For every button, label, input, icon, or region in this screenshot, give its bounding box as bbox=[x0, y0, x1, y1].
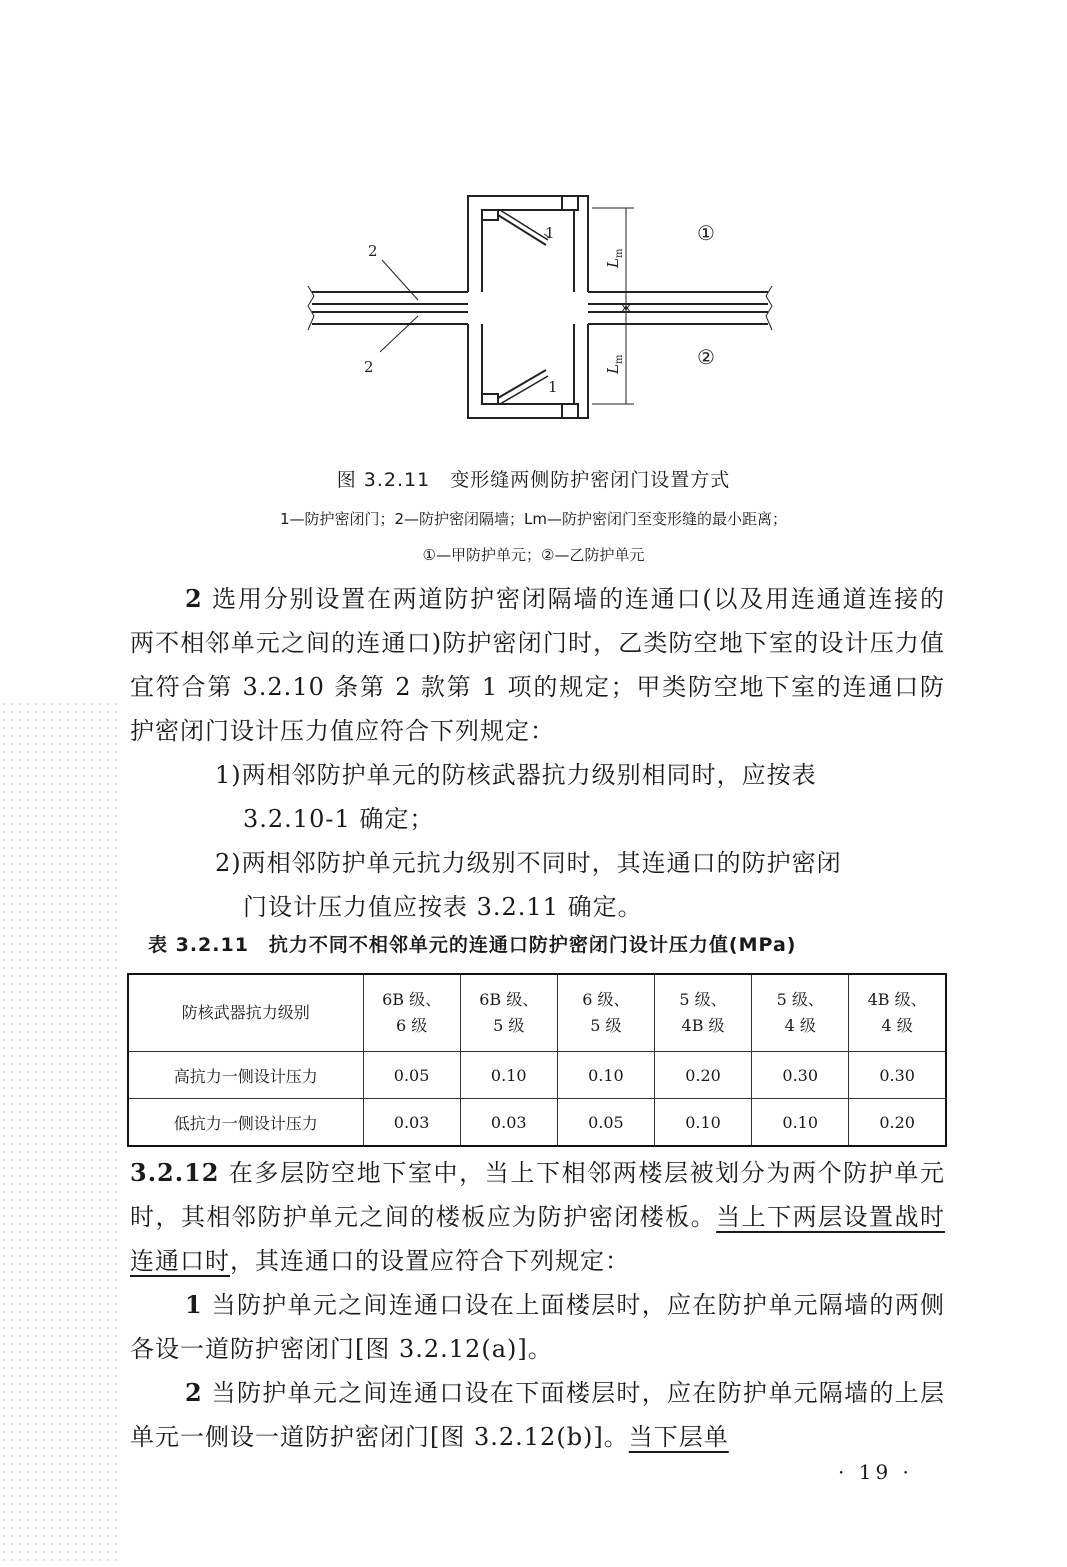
label-lm-upper-sub: m bbox=[614, 248, 625, 258]
leader-wall-bottom bbox=[380, 316, 418, 352]
label-lm-upper: L bbox=[604, 258, 622, 268]
figure-caption: 图 3.2.11 变形缝两侧防护密闭门设置方式 bbox=[336, 469, 731, 491]
header-col-2: 6B 级、 5 级 bbox=[460, 974, 557, 1052]
table-cell: 0.30 bbox=[752, 1052, 849, 1099]
page-number: · 19 · bbox=[838, 1460, 913, 1484]
door-upper bbox=[498, 215, 546, 245]
section-number: 3.2.12 bbox=[130, 1158, 220, 1187]
row-label: 低抗力一侧设计压力 bbox=[128, 1099, 363, 1147]
passage-lower-inner bbox=[482, 324, 574, 404]
table-cell: 0.03 bbox=[460, 1099, 557, 1147]
paragraph-2 bbox=[130, 577, 945, 753]
door-frame-upper-right bbox=[562, 196, 578, 210]
label-unit-b: ② bbox=[697, 345, 715, 369]
item-2-line-1: 2)两相邻防护单元抗力级别不同时，其连通口的防护密闭 bbox=[215, 849, 842, 877]
header-label-cell: 防核武器抗力级别 bbox=[128, 974, 363, 1052]
header-col-5: 5 级、 4 级 bbox=[752, 974, 849, 1052]
table-cell: 0.20 bbox=[849, 1099, 946, 1147]
figure-legend-line-2: ①—甲防护单元；②—乙防护单元 bbox=[422, 546, 645, 564]
door-frame-lower-left bbox=[482, 394, 498, 404]
paragraph-2-number: 2 bbox=[185, 584, 203, 613]
door-frame-upper-left bbox=[482, 210, 498, 220]
clause-2-number: 2 bbox=[185, 1378, 203, 1407]
clause-1-number: 1 bbox=[185, 1290, 203, 1319]
section-text-underlined: 当上下两层设置战时连通口时 bbox=[130, 1203, 946, 1275]
clause-2-text: 当防护单元之间连通口设在下面楼层时，应在防护单元隔墙的上层单元一侧设一道防护密闭门[图 3.2.12(b)]。 bbox=[130, 1379, 945, 1451]
figure-legend-line-1: 1—防护密闭门；2—防护密闭隔墙；Lm—防护密闭门至变形缝的最小距离； bbox=[279, 510, 788, 528]
header-col-6: 4B 级、 4 级 bbox=[849, 974, 946, 1052]
table-title: 表 3.2.11 抗力不同不相邻单元的连通口防护密闭门设计压力值(MPa) bbox=[148, 934, 797, 956]
table-cell: 0.30 bbox=[849, 1052, 946, 1099]
table-cell: 0.05 bbox=[363, 1052, 460, 1099]
table-cell: 0.05 bbox=[557, 1099, 654, 1147]
paragraph-2-text: 选用分别设置在两道防护密闭隔墙的连通口(以及用连通道连接的两不相邻单元之间的连通口)防护密闭门时，乙类防空地下室的设计压力值宜符合第 3.2.10 条第 2 款第 1 项的规定；甲类防空地下室的连通口防护密闭门设计压力值应符合下列规定： bbox=[130, 585, 945, 745]
label-wall-upper: 2 bbox=[368, 242, 378, 260]
table-cell: 0.10 bbox=[752, 1099, 849, 1147]
item-1-line-1: 1)两相邻防护单元的防核武器抗力级别相同时，应按表 bbox=[215, 761, 817, 789]
table-row bbox=[128, 1052, 946, 1099]
passage-upper-inner bbox=[482, 210, 574, 292]
section-3-2-12 bbox=[130, 1151, 945, 1283]
label-door-upper: 1 bbox=[545, 224, 555, 242]
figure-3-2-11 bbox=[300, 188, 780, 428]
label-lm-lower: L bbox=[604, 364, 622, 374]
scan-dot-texture bbox=[0, 700, 120, 1567]
table-cell: 0.10 bbox=[654, 1099, 751, 1147]
table-header-row bbox=[128, 974, 946, 1052]
item-1-line-2: 3.2.10-1 确定； bbox=[243, 805, 435, 833]
header-col-1: 6B 级、 6 级 bbox=[363, 974, 460, 1052]
leader-wall-top bbox=[382, 260, 418, 300]
table-cell: 0.10 bbox=[460, 1052, 557, 1099]
header-col-3: 6 级、 5 级 bbox=[557, 974, 654, 1052]
table-cell: 0.10 bbox=[557, 1052, 654, 1099]
item-2-line-2: 门设计压力值应按表 3.2.11 确定。 bbox=[243, 893, 643, 921]
label-lm-lower-sub: m bbox=[614, 354, 625, 364]
section-text-a: 在多层防空地下室中，当上下相邻两楼层被划分为两个防护单元时，其相邻防护单元之间的楼板应为防护密闭楼板。 bbox=[130, 1159, 945, 1231]
row-label: 高抗力一侧设计压力 bbox=[128, 1052, 363, 1099]
clause-2-text-underlined: 当下层单 bbox=[628, 1423, 729, 1451]
header-col-4: 5 级、 4B 级 bbox=[654, 974, 751, 1052]
table-cell: 0.03 bbox=[363, 1099, 460, 1147]
table-cell: 0.20 bbox=[654, 1052, 751, 1099]
table-row bbox=[128, 1099, 946, 1147]
door-frame-lower-right bbox=[562, 404, 578, 418]
clause-1-text: 当防护单元之间连通口设在上面楼层时，应在防护单元隔墙的两侧各设一道防护密闭门[图 3.2.12(a)]。 bbox=[130, 1291, 945, 1363]
pressure-table bbox=[127, 973, 947, 1147]
section-text-c: ，其连通口的设置应符合下列规定： bbox=[230, 1247, 630, 1275]
clause-2 bbox=[130, 1371, 945, 1459]
label-unit-a: ① bbox=[697, 221, 715, 245]
label-door-lower: 1 bbox=[548, 378, 558, 396]
label-wall-lower: 2 bbox=[364, 358, 374, 376]
door-lower bbox=[498, 370, 546, 398]
clause-1 bbox=[130, 1283, 945, 1371]
